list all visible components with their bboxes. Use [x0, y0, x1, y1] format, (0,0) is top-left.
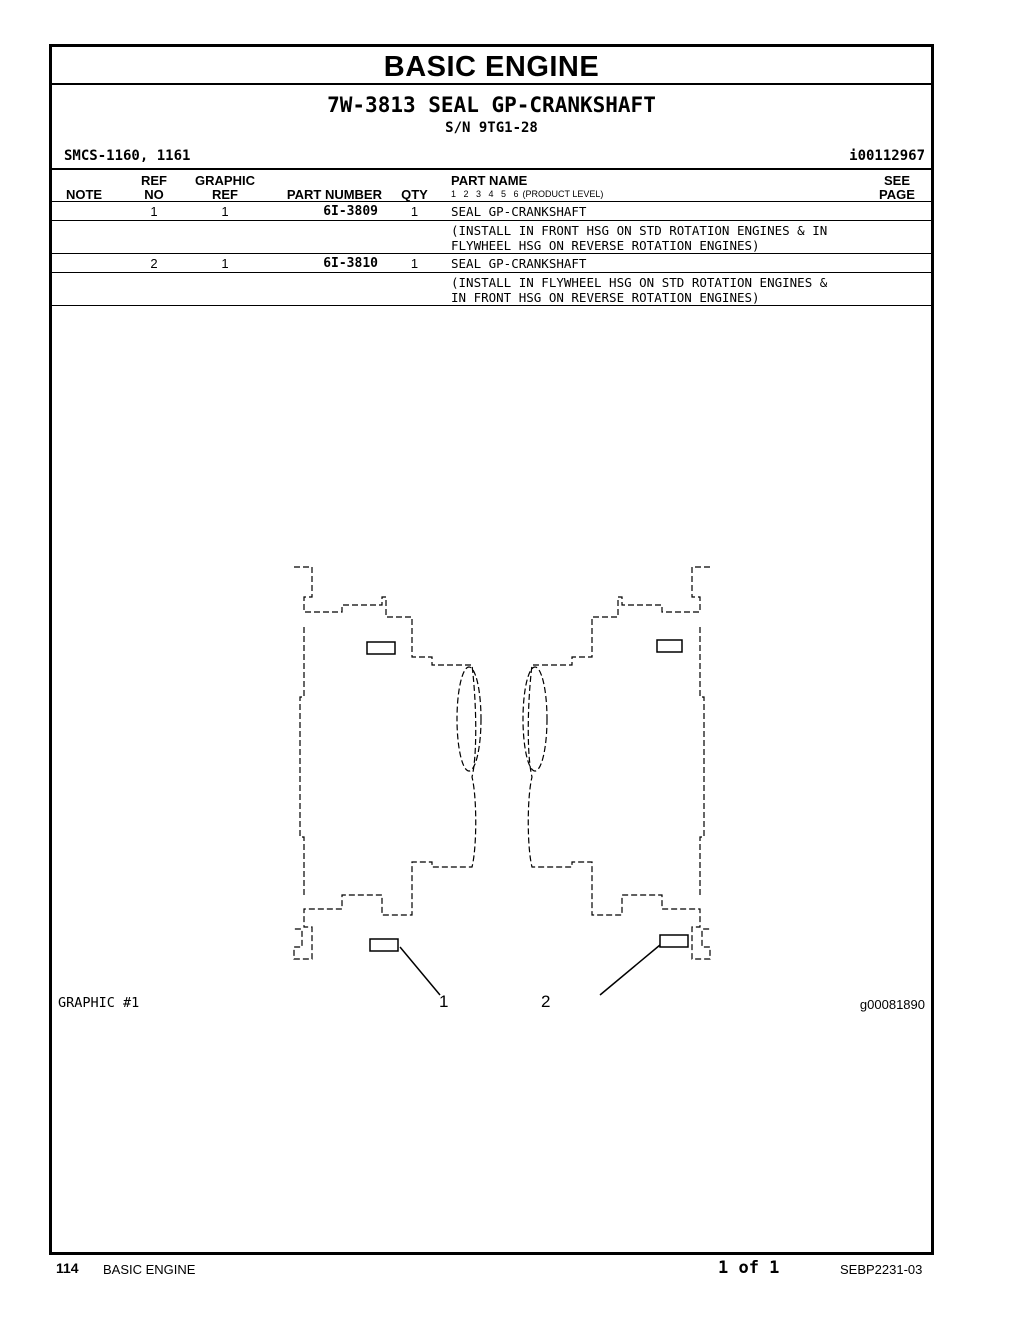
callout-1: 1 [439, 992, 449, 1011]
document-id: SEBP2231-03 [840, 1262, 923, 1277]
smcs-code: SMCS-1160, 1161 [64, 148, 191, 164]
install-note-line: (INSTALL IN FRONT HSG ON STD ROTATION ENGINES & IN [451, 223, 828, 238]
right-housing-outline [528, 567, 710, 959]
table-row-note [52, 221, 931, 254]
serial-number-range: S/N 9TG1-28 [445, 120, 538, 136]
seal-ring-left-top [367, 642, 395, 654]
header-part-name: PART NAME [451, 173, 528, 188]
header-ref-bottom: NO [144, 187, 164, 202]
group-title: 7W-3813 SEAL GP-CRANKSHAFT [327, 93, 656, 117]
header-note: NOTE [65, 187, 103, 202]
parts-page-frame [49, 44, 934, 1255]
illustration-id: i00112967 [849, 148, 925, 164]
header-see-bottom: PAGE [879, 187, 915, 202]
install-note-line: (INSTALL IN FLYWHEEL HSG ON STD ROTATION ENGINES & [451, 275, 828, 290]
graphic-ref: 1 [221, 256, 229, 271]
header-graphic-top: GRAPHIC [195, 173, 255, 188]
graphic-id: g00081890 [859, 997, 925, 1012]
part-number: 6I-3809 [323, 204, 378, 219]
graphic-ref: 1 [221, 204, 229, 219]
header-part-number: PART NUMBER [286, 187, 382, 202]
seal-group-drawing [282, 557, 722, 997]
header-graphic-bottom: REF [212, 187, 238, 202]
product-level-scale [451, 189, 603, 199]
header-divider [52, 168, 931, 170]
part-name: SEAL GP-CRANKSHAFT [451, 256, 587, 271]
header-ref-top: REF [141, 173, 167, 188]
install-note-line: IN FRONT HSG ON REVERSE ROTATION ENGINES) [451, 290, 760, 305]
callout-2: 2 [541, 992, 551, 1011]
install-note-line: FLYWHEEL HSG ON REVERSE ROTATION ENGINES) [451, 238, 760, 253]
table-row-note [52, 273, 931, 306]
part-number: 6I-3810 [323, 256, 378, 271]
section-title: BASIC ENGINE [52, 47, 931, 85]
part-name: SEAL GP-CRANKSHAFT [451, 204, 587, 219]
header-qty: QTY [401, 187, 428, 202]
quantity: 1 [410, 256, 419, 271]
footer-section: BASIC ENGINE [103, 1262, 196, 1277]
product-level-label: (PRODUCT LEVEL) [522, 189, 604, 199]
leader-line-1 [400, 947, 440, 995]
header-see-top: SEE [883, 173, 910, 188]
left-housing-outline [294, 567, 476, 959]
left-bore-ellipse [457, 667, 481, 771]
seal-ring-right-bottom [660, 935, 688, 947]
ref-number: 2 [150, 256, 158, 271]
graphic-label: GRAPHIC #1 [58, 995, 140, 1011]
ref-number: 1 [150, 204, 158, 219]
page-of-count: 1 of 1 [718, 1258, 780, 1278]
product-level-numbers: 1 2 3 4 5 6 [451, 189, 519, 199]
right-shaft-body [700, 627, 704, 895]
left-shaft-body [300, 627, 304, 895]
seal-ring-left-bottom [370, 939, 398, 951]
seal-ring-right-top [657, 640, 682, 652]
page-number: 114 [56, 1260, 79, 1276]
right-bore-ellipse [523, 667, 547, 771]
table-row [52, 254, 931, 273]
quantity: 1 [410, 204, 419, 219]
leader-line-2 [600, 945, 660, 995]
table-row [52, 202, 931, 221]
